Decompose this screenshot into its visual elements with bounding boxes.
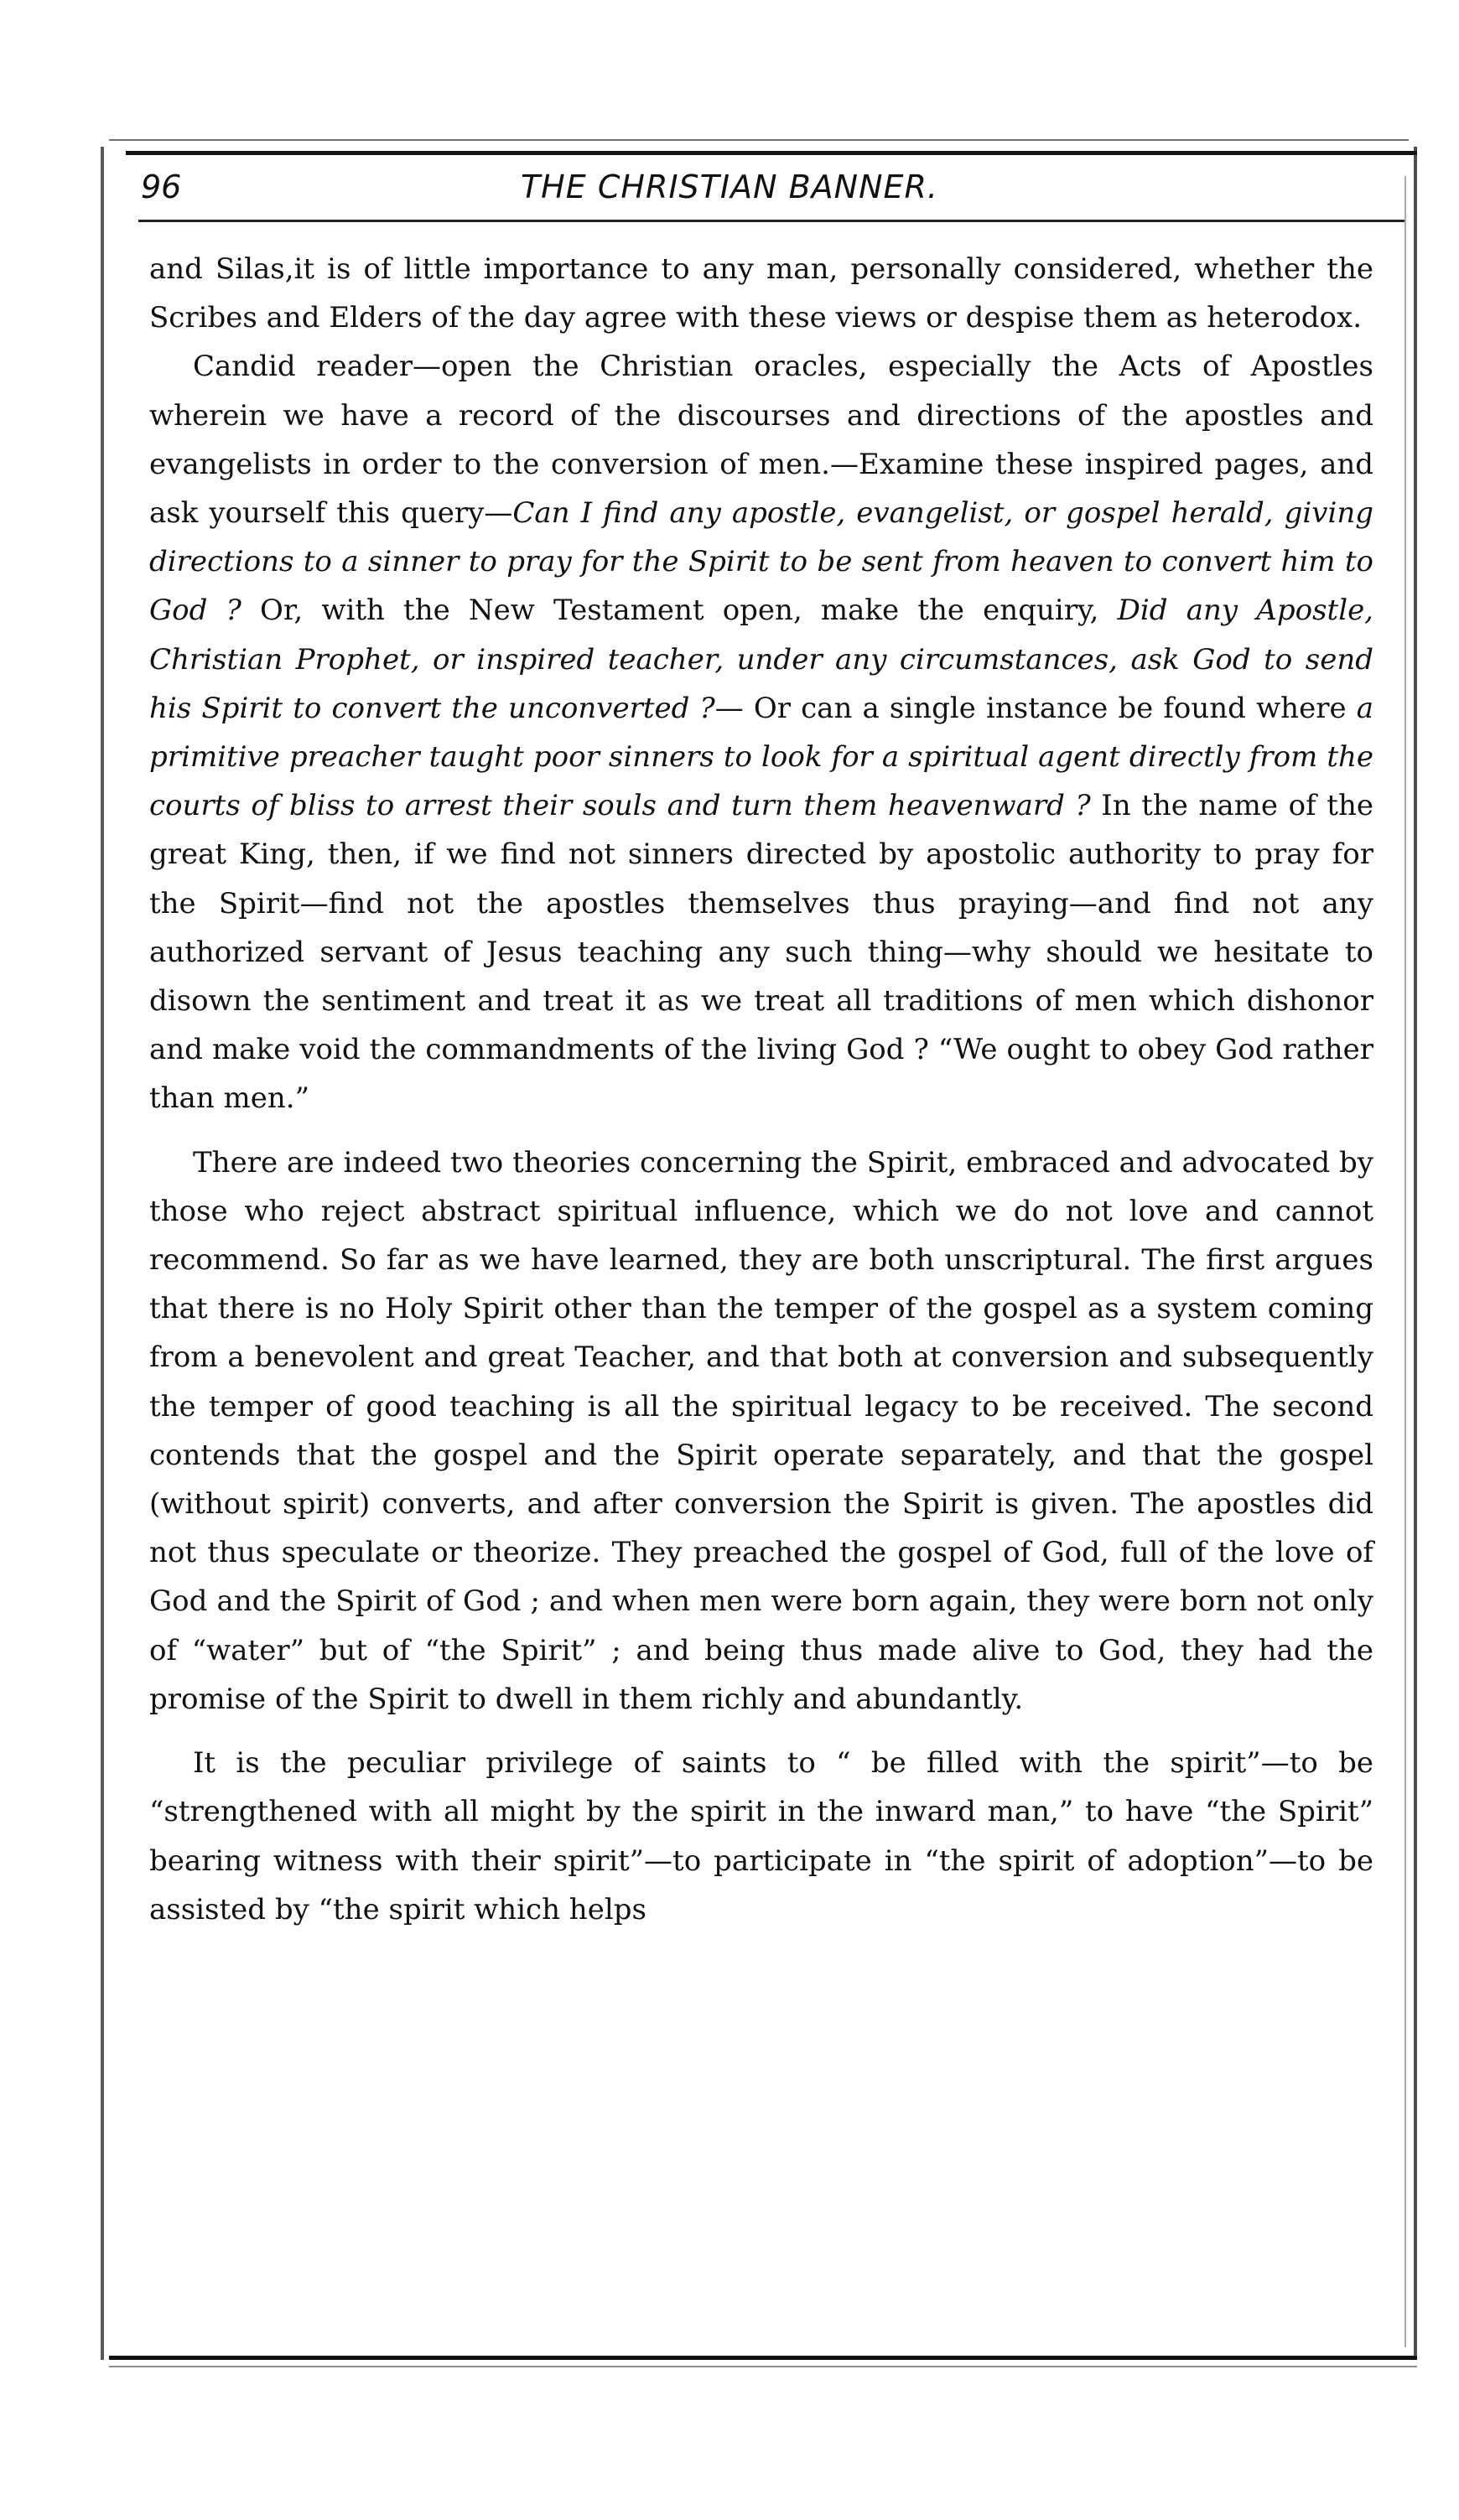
top-rule (126, 151, 1417, 155)
paragraph-4: It is the peculiar privilege of saints to “ be filled with the spirit”—to be “strengthened with all might by the spirit in the inward man,” to have “the Spirit” bearing witness with their spirit”—to participate in “the spirit of adoption”—to be assisted by “the spirit which helps (149, 1746, 1373, 1926)
paragraph-3: There are indeed two theories concerning the Spirit, embraced and advocated by those who reject abstract spiritual influence, which we do not love and cannot recommend. So far as we have learned, they are both unscriptural. The first argues that there is no Holy Spirit other than the temper of the gospel as a system coming from a benevolent and great Teacher, and that both at conversion and subsequently the temper of good teaching is all the spiritual legacy to be received. The second contends that the gospel and the Spirit operate separately, and that the gospel (without spirit) converts, and after conversion the Spirit is given. The apostles did not thus speculate or theorize. They preached the gospel of God, full of the love of God and the Spirit of God ; and when men were born again, they were born not only of “water” but of “the Spirit” ; and being thus made alive to God, they had the promise of the Spirit to dwell in them richly and abundantly. (149, 1145, 1373, 1716)
paragraph-2-text-a: Candid reader—open the Christian oracles, especially the Acts of Apostles wherein we have a record of the discourses and directions of the apostles and evangelists in order to the conversion of men.—Examine these inspired pages, and ask yourself this query— (149, 350, 1373, 531)
page-number: 96 (141, 169, 182, 205)
running-head: THE CHRISTIAN BANNER. (520, 169, 939, 205)
paragraph-2-italic-a: Can I find any apostle, evangelist, or gospel herald, giving directions to a sinner to pray for the Spirit to be sent from heaven to convert him to God ? (149, 496, 1373, 628)
body-text (149, 245, 1373, 1934)
page-border-right (1414, 147, 1417, 2360)
paragraph-2-text-b: Or, with the New Testament open, make the enquiry, (241, 594, 1118, 628)
paragraph-1: and Silas,it is of little importance to any man, personally considered, whether the Scribes and Elders of the day agree with these views or despise them as heterodox. (149, 252, 1373, 335)
paragraph-2-text-c: — Or can a single instance be found where (714, 691, 1357, 725)
bottom-rule (109, 2356, 1417, 2360)
paragraph-2-italic-c: a primitive preacher taught poor sinners to look for a spiritual agent directly from the courts of bliss to arrest their souls and turn them heavenward ? (149, 691, 1373, 823)
page-border-left (101, 147, 104, 2360)
top-rule-thin (109, 139, 1409, 141)
page-border-right-inner (1404, 176, 1406, 2347)
paragraph-2-italic-b: Did any Apostle, Christian Prophet, or inspired teacher, under any circumstances, ask God to send his Spirit to convert the unconverted ? (149, 594, 1373, 725)
bottom-rule-thin (109, 2366, 1417, 2367)
paragraph-2 (149, 342, 1373, 1123)
header-rule (138, 220, 1404, 222)
paragraph-2-text-d: In the name of the great King, then, if we find not sinners directed by apostolic authority to pray for the Spirit—find not the apostles themselves thus praying—and find not any authorized servant of Jesus teaching any such thing—why should we hesitate to disown the sentiment and treat it as we treat all traditions of men which dishonor and make void the commandments of the living God ? “We ought to obey God rather than men.” (149, 789, 1373, 1116)
